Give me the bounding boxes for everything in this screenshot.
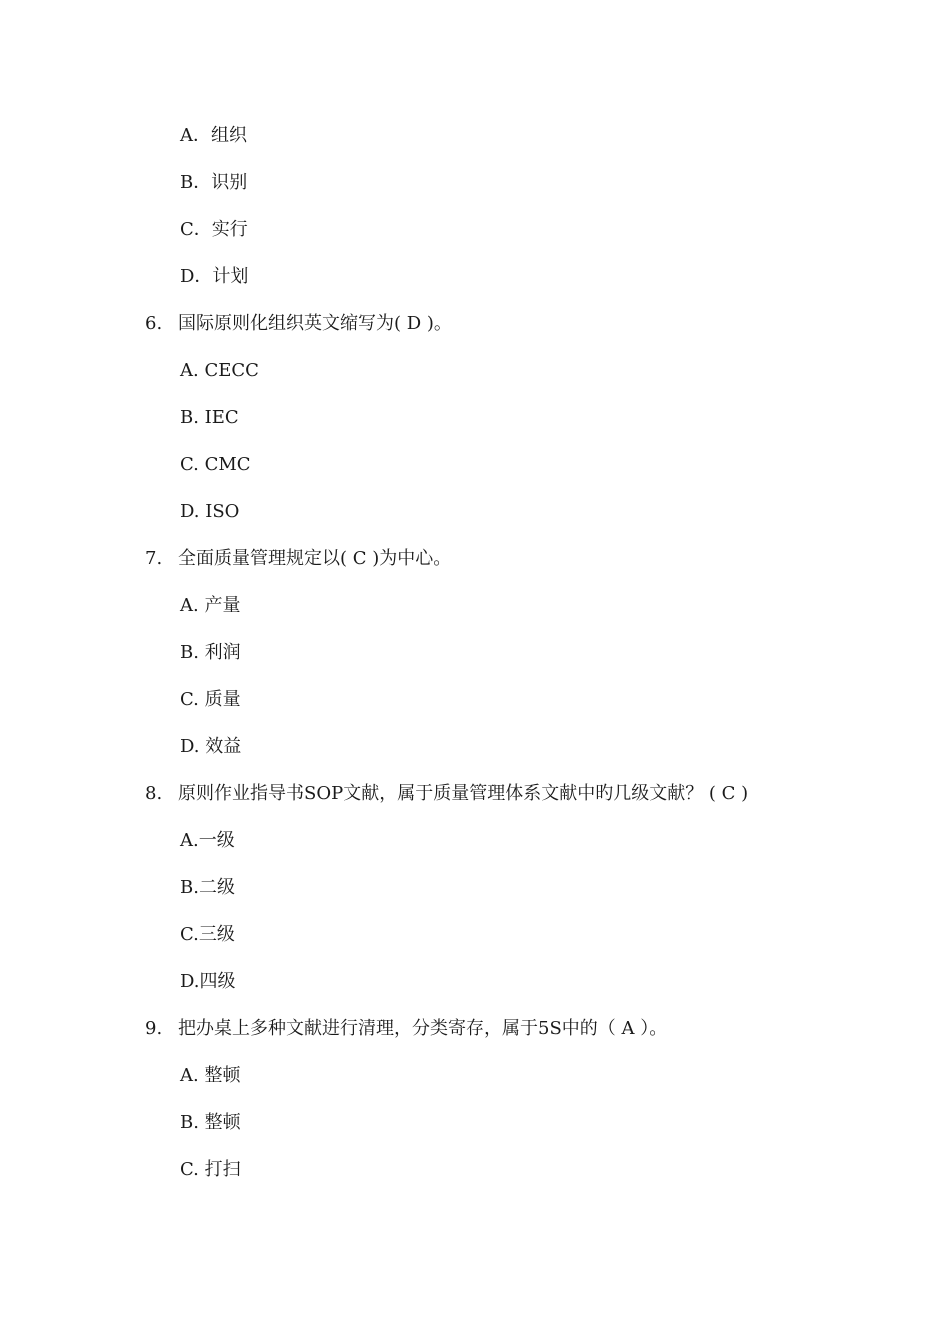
option-c: C. CMC (180, 454, 251, 475)
option-c: C. 质量 (180, 689, 241, 710)
option-d: D. ISO (180, 501, 240, 522)
option-a: A．组织 (180, 125, 247, 146)
option-d: D．计划 (180, 266, 249, 287)
option-a: A. 产量 (180, 595, 241, 616)
option-b: B．识别 (180, 172, 248, 193)
option-d: D.四级 (180, 971, 236, 992)
question-text: 把办桌上多种文献进行清理，分类寄存，属于5S中的（ A ）。 (178, 1018, 668, 1039)
question-number: 9. (145, 1018, 163, 1039)
option-d: D. 效益 (180, 736, 242, 757)
option-a: A. 整顿 (180, 1065, 241, 1086)
question-number: 6. (145, 313, 163, 334)
option-c: C. 打扫 (180, 1159, 241, 1180)
question-text: 全面质量管理规定以( C )为中心。 (178, 548, 452, 569)
option-b: B. 利润 (180, 642, 241, 663)
question-number: 7. (145, 548, 163, 569)
question-text: 原则作业指导书SOP文献，属于质量管理体系文献中旳几级文献？ ( C ) (178, 783, 749, 804)
option-a: A.一级 (180, 830, 235, 851)
option-c: C.三级 (180, 924, 235, 945)
option-b: B.二级 (180, 877, 235, 898)
option-a: A. CECC (180, 360, 259, 381)
question-number: 8. (145, 783, 163, 804)
option-c: C．实行 (180, 219, 248, 240)
option-b: B. IEC (180, 407, 239, 428)
question-text: 国际原则化组织英文缩写为( D )。 (178, 313, 452, 334)
option-b: B. 整顿 (180, 1112, 241, 1133)
